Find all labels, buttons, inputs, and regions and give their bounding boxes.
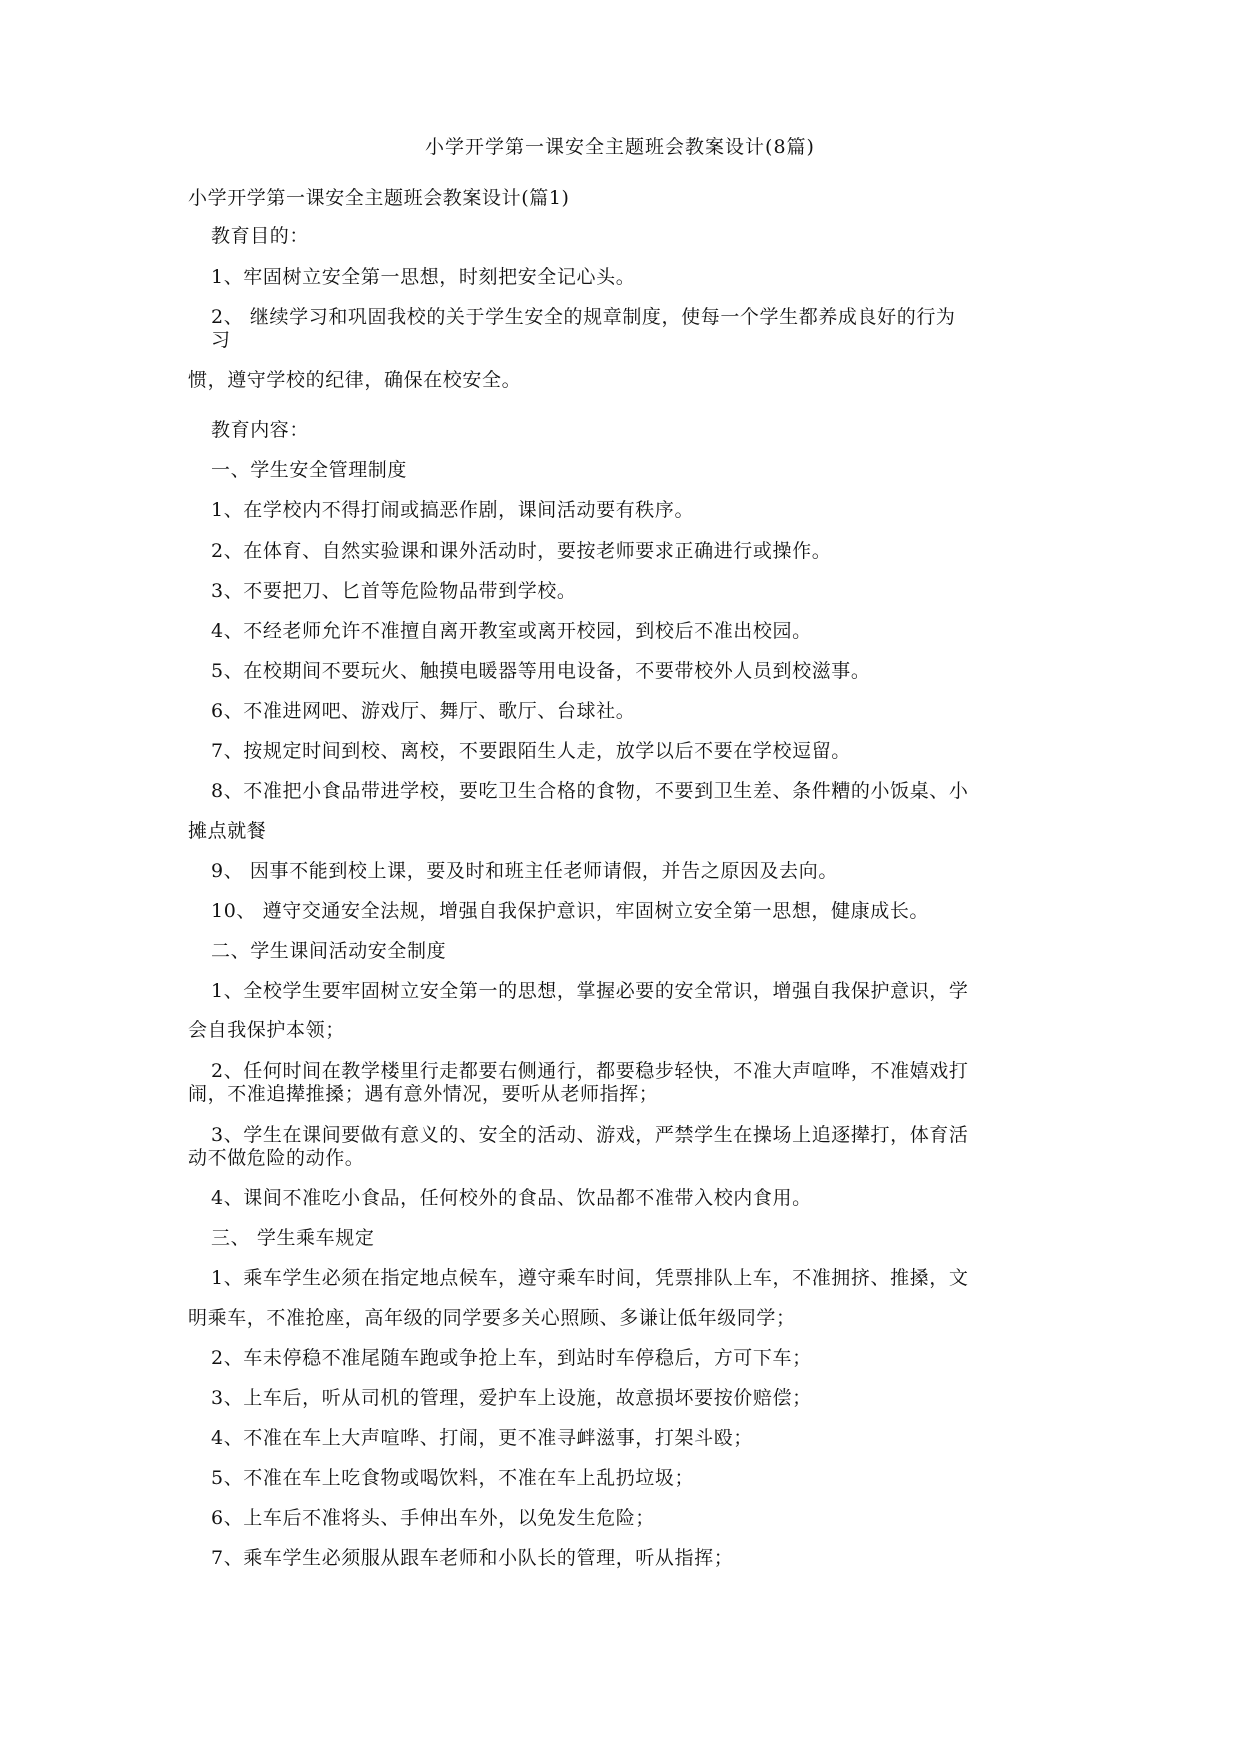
text-line: 4、课间不准吃小食品，任何校外的食品、饮品都不准带入校内食用。 — [211, 1187, 812, 1209]
text-line: 明乘车，不准抢座，高年级的同学要多关心照顾、多谦让低年级同学； — [188, 1307, 796, 1329]
text-line: 3、不要把刀、匕首等危险物品带到学校。 — [211, 580, 577, 602]
text-line: 10、 遵守交通安全法规，增强自我保护意识，牢固树立安全第一思想，健康成长。 — [211, 900, 930, 922]
text-line: 3、上车后，听从司机的管理，爱护车上设施，故意损坏要按价赔偿； — [211, 1387, 812, 1409]
text-line: 6、上车后不准将头、手伸出车外，以免发生危险； — [211, 1507, 655, 1529]
text-line: 动不做危险的动作。 — [188, 1147, 365, 1169]
text-line: 2、任何时间在教学楼里行走都要右侧通行，都要稳步轻快，不准大声喧哗，不准嬉戏打 — [211, 1060, 969, 1082]
text-line: 5、在校期间不要玩火、触摸电暖器等用电设备，不要带校外人员到校滋事。 — [211, 660, 871, 682]
text-line: 二、学生课间活动安全制度 — [211, 940, 447, 962]
text-line: 惯，遵守学校的纪律，确保在校安全。 — [188, 369, 522, 391]
text-line: 教育目的： — [211, 225, 310, 247]
text-line: 3、学生在课间要做有意义的、安全的活动、游戏，严禁学生在操场上追逐撵打，体育活 — [211, 1124, 969, 1146]
text-line: 7、按规定时间到校、离校，不要跟陌生人走，放学以后不要在学校逗留。 — [211, 740, 851, 762]
text-line: 4、不经老师允许不准擅自离开教室或离开校园，到校后不准出校园。 — [211, 620, 812, 642]
text-line: 2、 继续学习和巩固我校的关于学生安全的规章制度，使每一个学生都养成良好的行为 — [211, 306, 956, 328]
text-line: 1、牢固树立安全第一思想，时刻把安全记心头。 — [211, 266, 636, 288]
text-line: 教育内容： — [211, 419, 310, 441]
text-line: 三、 学生乘车规定 — [211, 1227, 375, 1249]
document-title: 小学开学第一课安全主题班会教案设计(8篇) — [425, 136, 815, 158]
text-line: 1、在学校内不得打闹或搞恶作剧，课间活动要有秩序。 — [211, 499, 695, 521]
text-line: 5、不准在车上吃食物或喝饮料，不准在车上乱扔垃圾； — [211, 1467, 695, 1489]
text-line: 9、 因事不能到校上课，要及时和班主任老师请假，并告之原因及去向。 — [211, 860, 838, 882]
text-line: 一、学生安全管理制度 — [211, 459, 408, 481]
section-heading: 小学开学第一课安全主题班会教案设计(篇1) — [188, 187, 570, 209]
text-line: 8、不准把小食品带进学校，要吃卫生合格的食物，不要到卫生差、条件糟的小饭桌、小 — [211, 780, 969, 802]
text-line: 2、车未停稳不准尾随车跑或争抢上车，到站时车停稳后，方可下车； — [211, 1347, 812, 1369]
text-line: 闹，不准追撵推搡；遇有意外情况，要听从老师指挥； — [188, 1083, 659, 1105]
text-line: 1、全校学生要牢固树立安全第一的思想，掌握必要的安全常识，增强自我保护意识，学 — [211, 980, 969, 1002]
text-line: 1、乘车学生必须在指定地点候车，遵守乘车时间，凭票排队上车，不准拥挤、推搡，文 — [211, 1267, 969, 1289]
text-line: 7、乘车学生必须服从跟车老师和小队长的管理，听从指挥； — [211, 1547, 734, 1569]
text-line: 4、不准在车上大声喧哗、打闹，更不准寻衅滋事，打架斗殴； — [211, 1427, 753, 1449]
text-line: 习 — [211, 329, 231, 351]
text-line: 6、不准进网吧、游戏厅、舞厅、歌厅、台球社。 — [211, 700, 636, 722]
text-line: 2、在体育、自然实验课和课外活动时，要按老师要求正确进行或操作。 — [211, 540, 832, 562]
text-line: 会自我保护本领； — [188, 1019, 345, 1041]
text-line: 摊点就餐 — [188, 820, 267, 842]
